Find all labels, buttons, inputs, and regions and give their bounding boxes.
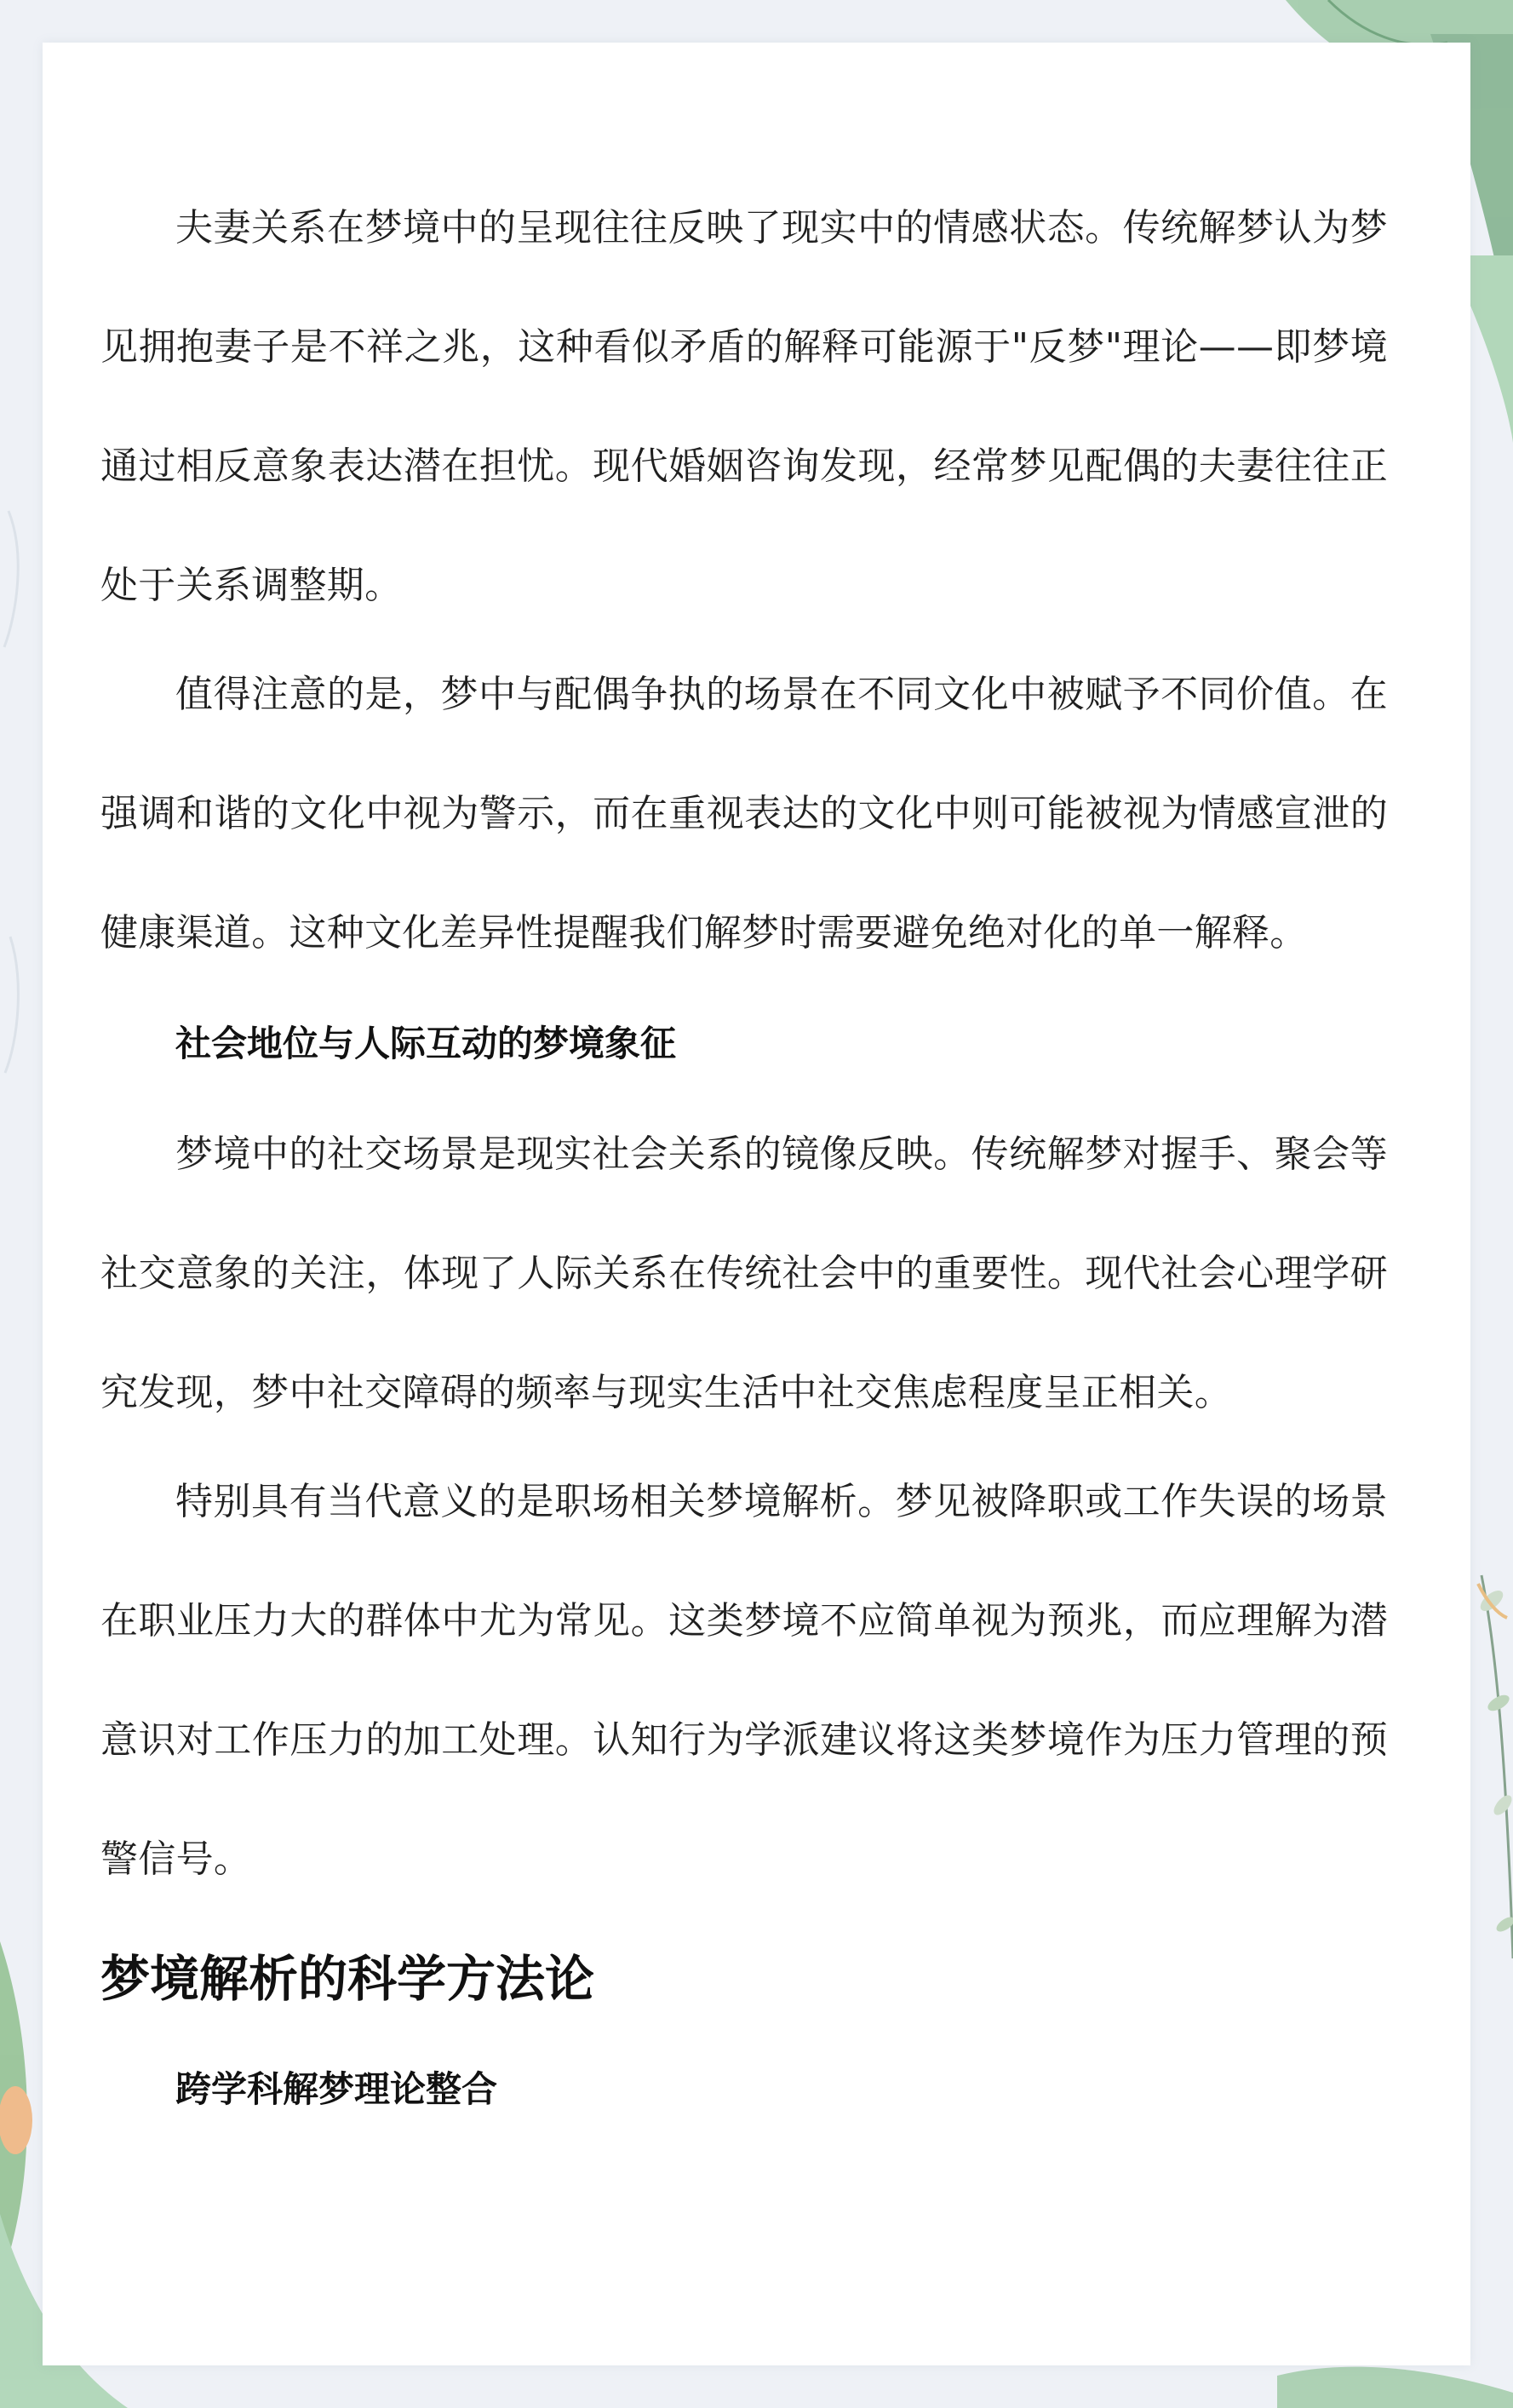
paragraph-cultural-difference: 值得注意的是，梦中与配偶争执的场景在不同文化中被赋予不同价值。在强调和谐的文化中视为警示，而在重视表达的文化中则可能被视为情感宣泄的健康渠道。这种文化差异性提醒我们解梦时需要避免绝对化的单一解释。 xyxy=(100,673,1388,955)
paragraph-social-scenes: 梦境中的社交场景是现实社会关系的镜像反映。传统解梦对握手、聚会等社交意象的关注，体现了人际关系在传统社会中的重要性。现代社会心理学研究发现，梦中社交障碍的频率与现实生活中社交焦虑程度呈正相关。 xyxy=(100,1132,1388,1414)
section-heading-scientific-method: 梦境解析的科学方法论 xyxy=(100,1950,595,2008)
faint-fronds-left xyxy=(4,511,18,1073)
document-page xyxy=(43,43,1470,2365)
paragraph-workplace-dreams: 特别具有当代意义的是职场相关梦境解析。梦见被降职或工作失误的场景在职业压力大的群体中尤为常见。这类梦境不应简单视为预兆，而应理解为潜意识对工作压力的加工处理。认知行为学派建议将这类梦境作为压力管理的预警信号。 xyxy=(100,1480,1388,1881)
subheading-social-status: 社会地位与人际互动的梦境象征 xyxy=(175,1023,677,1064)
document-body xyxy=(100,169,1388,2141)
leaf-cluster-right xyxy=(1477,1575,1513,1958)
paragraph-spouse-dreams: 夫妻关系在梦境中的呈现往往反映了现实中的情感状态。传统解梦认为梦见拥抱妻子是不祥之兆，这种看似矛盾的解释可能源于"反梦"理论——即梦境通过相反意象表达潜在担忧。现代婚姻咨询发现，经常梦见配偶的夫妻往往正处于关系调整期。 xyxy=(100,206,1388,607)
subheading-interdisciplinary: 跨学科解梦理论整合 xyxy=(175,2068,498,2110)
leaf-cluster-bottom-right xyxy=(1277,2367,1513,2408)
